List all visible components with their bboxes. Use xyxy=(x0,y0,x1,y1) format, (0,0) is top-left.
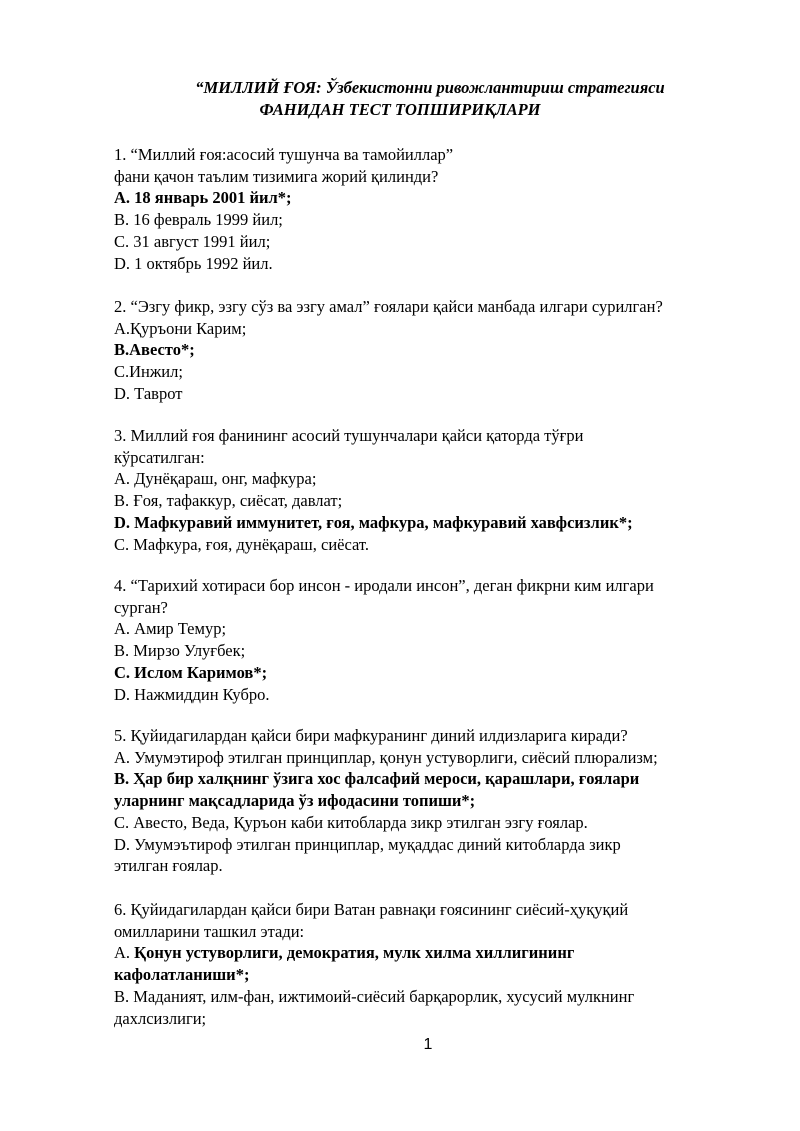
line-text: B. Мирзо Улуғбек; xyxy=(114,641,246,661)
line-text: D. Нажмиддин Кубро. xyxy=(114,684,270,704)
question-5 xyxy=(114,725,754,877)
line-text: 1. “Миллий ғоя:асосий тушунча ва тамойиллар” xyxy=(114,145,454,164)
question-5-line xyxy=(114,790,754,812)
question-5-line xyxy=(114,834,754,856)
question-1-line xyxy=(114,231,754,253)
question-2-line xyxy=(114,361,754,383)
line-text: C. 31 август 1991 йил; xyxy=(114,231,271,251)
question-3-line xyxy=(114,447,754,469)
document-title-line2: ФАНИДАН ТЕСТ ТОПШИРИҚЛАРИ xyxy=(259,100,541,119)
line-text: C.Инжил; xyxy=(114,362,183,382)
question-2-line xyxy=(114,318,754,340)
line-text: C. Авесто, Веда, Қуръон каби китобларда зикр этилган эзгу ғоялар. xyxy=(114,812,588,832)
question-4-line xyxy=(114,575,754,597)
line-text: фани қачон таълим тизимига жорий қилинди? xyxy=(114,166,439,186)
line-text: кўрсатилган: xyxy=(114,447,205,467)
correct-answer-text: B.Авесто*; xyxy=(114,340,195,360)
question-2-line xyxy=(114,296,754,318)
document-title-line1: “МИЛЛИЙ ҒОЯ: Ўзбекистонни ривожлантириш стратегияси xyxy=(195,78,665,97)
question-6 xyxy=(114,899,754,1029)
question-4-line xyxy=(114,684,754,706)
question-4-line xyxy=(114,597,754,619)
line-text: 2. “Эзгу фикр, эзгу сўз ва эзгу амал” ғоялари қайси манбада илгари сурилган? xyxy=(114,297,663,316)
question-6-line xyxy=(114,1008,754,1030)
question-5-line xyxy=(114,768,754,790)
answer-prefix: A. xyxy=(114,943,135,963)
correct-answer-text: кафолатланиши*; xyxy=(114,965,250,985)
question-1-line xyxy=(114,253,754,275)
line-text: 4. “Тарихий хотираси бор инсон - иродали инсон”, деган фикрни ким илгари xyxy=(114,576,654,595)
line-text: D. Таврот xyxy=(114,383,183,403)
question-1-line xyxy=(114,166,754,188)
correct-answer-text: A. 18 январь 2001 йил*; xyxy=(114,188,292,208)
line-text: A.Қуръони Карим; xyxy=(114,318,247,338)
line-text: A. Дунёқараш, онг, мафкура; xyxy=(114,469,317,489)
line-text: дахлсизлиги; xyxy=(114,1008,207,1028)
question-4-line xyxy=(114,618,754,640)
line-text: D. Умумэътироф этилган принциплар, муқаддас диний китобларда зикр xyxy=(114,834,621,854)
correct-answer-text: B. Ҳар бир халқнинг ўзига хос фалсафий мероси, қарашлари, ғоялари xyxy=(114,769,640,789)
question-6-line xyxy=(114,942,754,964)
question-3 xyxy=(114,425,754,555)
question-6-line xyxy=(114,899,754,921)
line-text: D. 1 октябрь 1992 йил. xyxy=(114,253,273,273)
question-6-line xyxy=(114,964,754,986)
line-text: A. Умумэтироф этилган принциплар, қонун устуворлиги, сиёсий плюрализм; xyxy=(114,747,658,767)
correct-answer-text: D. Мафкуравий иммунитет, ғоя, мафкура, мафкуравий хавфсизлик*; xyxy=(114,512,633,532)
correct-answer-text: C. Ислом Каримов*; xyxy=(114,662,268,682)
line-text: B. Ғоя, тафаккур, сиёсат, давлат; xyxy=(114,491,343,511)
question-3-line xyxy=(114,534,754,556)
line-text: B. Маданият, илм-фан, ижтимоий-сиёсий барқарорлик, хусусий мулкнинг xyxy=(114,986,635,1006)
question-1-line xyxy=(114,187,754,209)
page-number: 1 xyxy=(423,1036,433,1053)
question-1 xyxy=(114,144,754,274)
question-2-line xyxy=(114,383,754,405)
question-5-line xyxy=(114,812,754,834)
line-text: B. 16 февраль 1999 йил; xyxy=(114,210,283,230)
question-4-line xyxy=(114,662,754,684)
question-4 xyxy=(114,575,754,705)
question-3-line xyxy=(114,490,754,512)
correct-answer-text: Қонун устуворлиги, демократия, мулк хилма хиллигининг xyxy=(134,943,575,963)
line-text: 5. Қуйидагилардан қайси бири мафкуранинг диний илдизларига киради? xyxy=(114,726,628,745)
question-2 xyxy=(114,296,754,405)
correct-answer-text: уларнинг мақсадларида ўз ифодасини топиши*; xyxy=(114,791,476,811)
question-1-line xyxy=(114,144,754,166)
question-4-line xyxy=(114,640,754,662)
question-1-line xyxy=(114,209,754,231)
question-5-line xyxy=(114,725,754,747)
question-5-line xyxy=(114,855,754,877)
question-6-line xyxy=(114,921,754,943)
question-3-line xyxy=(114,512,754,534)
line-text: C. Мафкура, ғоя, дунёқараш, сиёсат. xyxy=(114,534,370,554)
line-text: сурган? xyxy=(114,597,168,617)
question-5-line xyxy=(114,747,754,769)
question-3-line xyxy=(114,425,754,447)
line-text: этилган ғоялар. xyxy=(114,856,223,876)
line-text: 6. Қуйидагилардан қайси бири Ватан равнақи ғоясининг сиёсий-ҳуқуқий xyxy=(114,900,629,919)
question-3-line xyxy=(114,468,754,490)
line-text: 3. Миллий ғоя фанининг асосий тушунчалари қайси қаторда тўғри xyxy=(114,426,584,445)
question-6-line xyxy=(114,986,754,1008)
question-2-line xyxy=(114,339,754,361)
line-text: омилларини ташкил этади: xyxy=(114,921,305,941)
line-text: A. Амир Темур; xyxy=(114,619,227,639)
